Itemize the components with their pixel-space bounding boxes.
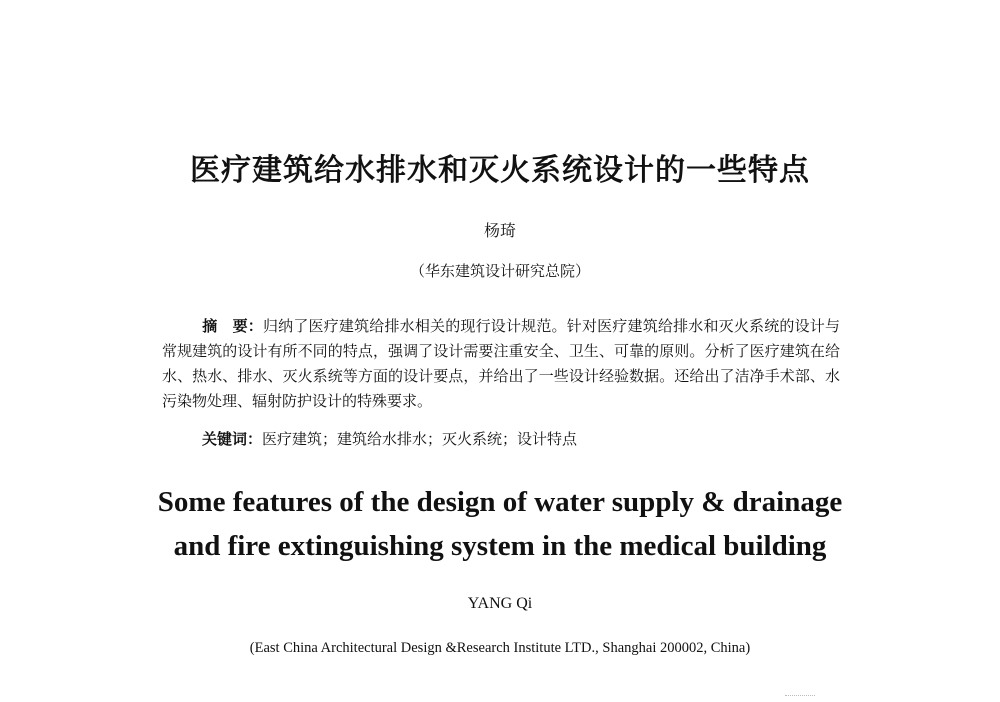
english-author: YANG Qi [467,595,533,612]
chinese-author: 杨琦 [483,221,516,240]
english-title-line-1: Some features of the design of water supply & drainage [157,486,843,518]
chinese-keywords [202,428,842,449]
chinese-title: 医疗建筑给水排水和灭火系统设计的一些特点 [190,153,810,188]
chinese-affiliation: （华东建筑设计研究总院） [409,262,590,280]
english-title [0,480,1000,568]
abstract-label: 摘 要： [202,317,263,335]
english-affiliation: (East China Architectural Design &Research Institute LTD., Shanghai 200002, China) [249,640,751,656]
english-title-line-2: and fire extinguishing system in the medical building [173,530,827,562]
keywords-label: 关键词： [202,430,263,448]
keywords-text: 医疗建筑；建筑给水排水；灭火系统；设计特点 [262,430,578,448]
scan-artifact [785,695,815,698]
chinese-abstract [162,314,840,414]
abstract-text: 归纳了医疗建筑给排水相关的现行设计规范。针对医疗建筑给排水和灭火系统的设计与常规建筑的设计有所不同的特点，强调了设计需要注重安全、卫生、可靠的原则。分析了医疗建筑在给水、热水、排水、灭火系统等方面的设计要点，并给出了一些设计经验数据。还给出了洁净手术部、水污染物处理、辐射防护设计的特殊要求。 [162,317,840,410]
